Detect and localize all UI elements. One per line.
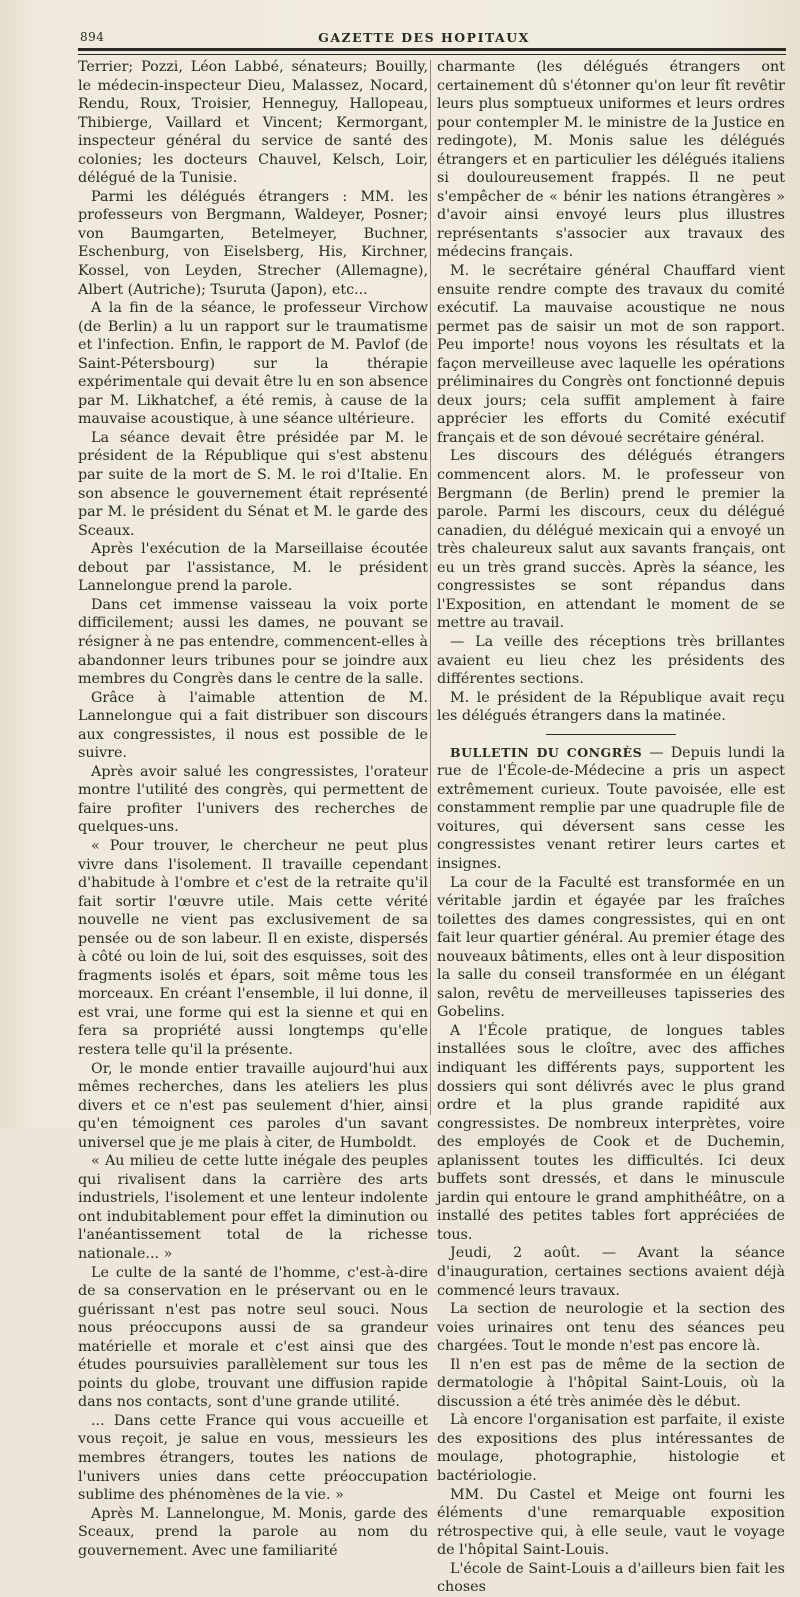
paragraph: charmante (les délégués étrangers ont certainement dû s'étonner qu'on leur fît revêtir leurs plus somptueux uniformes et leurs ordres pour contempler M. le ministre de la Justice en redingote), M. Monis salue les délégués étrangers et en particulier les délégués italiens si douloureusement frappés. Il ne peut s'empêcher de « bénir les nations étrangères » d'avoir ainsi envoyé leurs plus illustres représentants s'associer aux travaux des médecins français. xyxy=(437,59,785,261)
column-divider xyxy=(430,60,431,1115)
paragraph: Les discours des délégués étrangers commencent alors. M. le professeur von Bergmann (de Berlin) prend le premier la parole. Parmi les discours, ceux du délégué canadien, du délégué mexicain qui a envoyé un très chaleureux salut aux savants français, ont eu un très grand succès. Après la séance, les congressistes se sont répandus dans l'Exposition, en attendant le moment de se mettre au travail. xyxy=(437,448,785,632)
header-rule-thin xyxy=(78,54,786,55)
header-rule-thick xyxy=(78,48,786,51)
paragraph: M. le secrétaire général Chauffard vient ensuite rendre compte des travaux du comité exécutif. La mauvaise acoustique ne nous permet pas de saisir un mot de son rapport. Peu importe! nous voyons les résultats et la façon merveilleuse avec laquelle les opérations préliminaires du Congrès ont fonctionné depuis deux jours; cela suffit amplement à faire apprécier les efforts du Comité exécutif français et de son dévoué secrétaire général. xyxy=(437,263,785,446)
paragraph: L'école de Saint-Louis a d'ailleurs bien fait les choses xyxy=(437,1560,785,1596)
paragraph: Jeudi, 2 août. — Avant la séance d'inauguration, certaines sections avaient déjà commencé leurs travaux. xyxy=(437,1245,785,1299)
paragraph: Après M. Lannelongue, M. Monis, garde des Sceaux, prend la parole au nom du gouvernement. Avec une familiarité xyxy=(78,1505,428,1559)
paragraph: Après avoir salué les congressistes, l'orateur montre l'utilité des congrès, qui permettent de faire profiter l'univers des recherches de quelques-uns. xyxy=(78,763,428,836)
bulletin-heading: BULLETIN DU CONGRÈS xyxy=(450,744,643,760)
paragraph: « Pour trouver, le chercheur ne peut plus vivre dans l'isolement. Il travaille cependant d'habitude à l'ombre et c'est de la retraite qu'il fait sortir l'œuvre utile. Mais cette vérité nouvelle ne vient pas exclusivement de sa pensée ou de son labeur. Il en existe, dispersés à côté ou loin de lui, soit des esquisses, soit des fragments isolés et épars, soit même tous les morceaux. En créant l'ensemble, il lui donne, il est vrai, une forme qui est la sienne et qui en fera sa propriété aussi longtemps qu'elle restera telle qu'il la présente. xyxy=(78,837,428,1058)
page-number: 894 xyxy=(80,30,105,44)
paragraph: MM. Du Castel et Meige ont fourni les éléments d'une remarquable exposition rétrospective qui, à elle seule, vaut le voyage de l'hôpital Saint-Louis. xyxy=(437,1486,785,1559)
paragraph: M. le président de la République avait reçu les délégués étrangers dans la matinée. xyxy=(437,689,785,725)
paragraph: — La veille des réceptions très brillantes avaient eu lieu chez les présidents des différentes sections. xyxy=(437,633,785,688)
paragraph: La cour de la Faculté est transformée en un véritable jardin et égayée par les fraîches toilettes des dames congressistes, qui en ont fait leur quartier général. Au premier étage des nouveaux bâtiments, elles ont à leur disposition la salle du conseil transformée en un élégant salon, revêtu de merveilleuses tapisseries des Gobelins. xyxy=(437,874,785,1021)
right-column xyxy=(437,58,785,1597)
paragraph: Parmi les délégués étrangers : MM. les professeurs von Bergmann, Waldeyer, Posner; von Baumgarten, Betelmeyer, Buchner, Eschenburg, von Eiselsberg, His, Kirchner, Kossel, von Leyden, Strecher (Allemagne), Albert (Autriche); Tsuruta (Japon), etc... xyxy=(78,188,428,298)
paragraph: ... Dans cette France qui vous accueille et vous reçoit, je salue en vous, messieurs les membres étrangers, toutes les nations de l'univers unies dans cette préoccupation sublime des phénomènes de la vie. » xyxy=(78,1412,428,1504)
page-header xyxy=(62,22,786,50)
paragraph: « Au milieu de cette lutte inégale des peuples qui rivalisent dans la carrière des arts industriels, l'isolement et une lenteur indolente ont indubitablement pour effet la diminution ou l'anéantissement total de la richesse nationale... » xyxy=(78,1153,428,1262)
paragraph: Or, le monde entier travaille aujourd'hui aux mêmes recherches, dans les ateliers les plus divers et ce n'est pas seulement d'hier, ainsi qu'en témoignent ces paroles d'un savant universel que je me plais à citer, de Humboldt. xyxy=(78,1060,428,1151)
paragraph: Il n'en est pas de même de la section de dermatologie à l'hôpital Saint-Louis, où la discussion a été très animée dès le début. xyxy=(437,1356,785,1410)
bulletin-lead: — Depuis lundi la rue de l'École-de-Médecine a pris un aspect extrêmement curieux. Toute pavoisée, elle est constamment remplie par une quadruple file de voitures, qui déversent sans cesse les congressistes venant retirer leurs cartes et insignes. xyxy=(437,744,785,872)
journal-title: GAZETTE DES HOPITAUX xyxy=(318,30,530,45)
paragraph: La séance devait être présidée par M. le président de la République qui s'est abstenu par suite de la mort de S. M. le roi d'Italie. En son absence le gouvernement était représenté par M. le président du Sénat et M. le garde des Sceaux. xyxy=(78,429,428,539)
paragraph: La section de neurologie et la section des voies urinaires ont tenu des séances peu chargées. Tout le monde n'est pas encore là. xyxy=(437,1301,785,1355)
paragraph: Là encore l'organisation est parfaite, il existe des expositions des plus intéressantes de moulage, photographie, histologie et bactériologie. xyxy=(437,1412,785,1485)
paragraph: Terrier; Pozzi, Léon Labbé, sénateurs; Bouilly, le médecin-inspecteur Dieu, Malassez, Nocard, Rendu, Roux, Troisier, Henneguy, Hallopeau, Thibierge, Vaillard et Vincent; Kermorgant, inspecteur général du service de santé des colonies; les docteurs Chauvel, Kelsch, Loir, délégué de la Tunisie. xyxy=(78,59,428,187)
paragraph: Le culte de la santé de l'homme, c'est-à-dire de sa conservation en le préservant ou en le guérissant n'est pas notre seul souci. Nous nous préoccupons aussi de sa grandeur matérielle et morale et c'est ainsi que des études poursuivies parallèlement sur tous les points du globe, trouvant une diffusion rapide dans nos contacts, sont d'une grande utilité. xyxy=(78,1264,428,1411)
paragraph: Dans cet immense vaisseau la voix porte difficilement; aussi les dames, ne pouvant se résigner à ne pas entendre, commencent-elles à abandonner leurs tribunes pour se joindre aux membres du Congrès dans le centre de la salle. xyxy=(78,596,428,688)
section-separator-rule xyxy=(546,734,676,735)
paragraph: Après l'exécution de la Marseillaise écoutée debout par l'assistance, M. le président Lannelongue prend la parole. xyxy=(78,541,428,595)
bulletin-paragraph xyxy=(437,744,785,874)
paragraph: A l'École pratique, de longues tables installées sous le cloître, avec des affiches indiquant les différents pays, supportent les dossiers qui sont délivrés avec le plus grand ordre et la plus grande rapidité aux congressistes. De nombreux interprètes, voire des employés de Cook et de Duchemin, aplanissent toutes les difficultés. Ici deux buffets sont dressés, et dans le minuscule jardin qui entoure le grand amphithéâtre, on a installé des petites tables fort appréciées de tous. xyxy=(437,1022,785,1243)
paragraph: Grâce à l'aimable attention de M. Lannelongue qui a fait distribuer son discours aux congressistes, il nous est possible de le suivre. xyxy=(78,689,428,762)
left-column xyxy=(78,58,428,1560)
paragraph: A la fin de la séance, le professeur Virchow (de Berlin) a lu un rapport sur le traumatisme et l'infection. Enfin, le rapport de M. Pavlof (de Saint-Pétersbourg) sur la thérapie expérimentale qui devait être lu en son absence par M. Likhatchef, a été remis, à cause de la mauvaise acoustique, à une séance ultérieure. xyxy=(78,300,428,428)
